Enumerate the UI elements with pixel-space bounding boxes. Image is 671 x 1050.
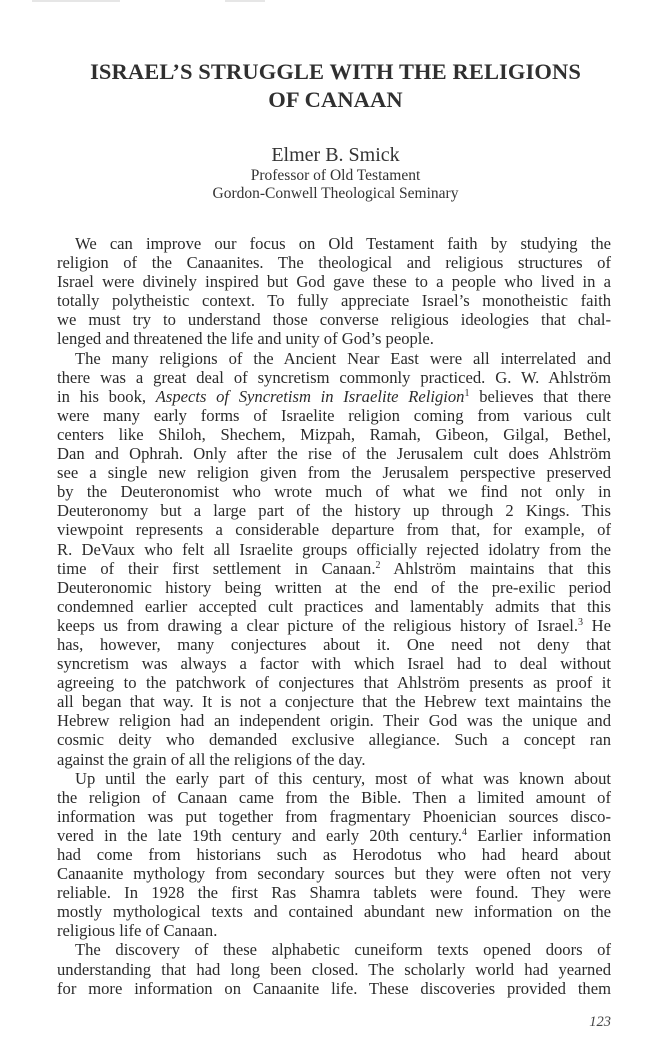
text-line: against the grain of all the religions of the day. bbox=[57, 749, 366, 769]
text-line: Hebrew religion had an independent origin. Their God was the unique and bbox=[57, 711, 611, 731]
title-line-2: OF CANAAN bbox=[268, 87, 403, 112]
book-title: Aspects of Syncretism in Israelite Religion bbox=[155, 386, 465, 406]
text-line: by the Deuteronomist who wrote much of what we find not only in bbox=[57, 482, 611, 502]
author-name: Elmer B. Smick bbox=[271, 144, 400, 166]
text-line: all began that way. It is not a conjecture that the Hebrew text maintains the bbox=[57, 692, 611, 712]
text-line: there was a great deal of syncretism commonly practiced. G. W. Ahlström bbox=[57, 367, 611, 387]
text-line: see a single new religion given from the Jerusalem perspective preserved bbox=[57, 463, 611, 483]
text-run: in his book, bbox=[57, 386, 156, 406]
text-line: cosmic deity who demanded exclusive allegiance. Such a concept ran bbox=[57, 730, 611, 750]
text-line bbox=[57, 559, 611, 578]
paragraph bbox=[57, 349, 611, 769]
text-line: The many religions of the Ancient Near East were all interrelated and bbox=[75, 348, 611, 368]
text-line: condemned earlier accepted cult practices and lamentably admits that this bbox=[57, 596, 611, 616]
text-run: time of their first settlement in Canaan. bbox=[57, 558, 376, 578]
text-line: We can improve our focus on Old Testament faith by studying the bbox=[75, 234, 611, 253]
text-line: were many early forms of Israelite religion coming from various cult bbox=[57, 405, 611, 425]
affiliation-position: Professor of Old Testament bbox=[250, 167, 421, 184]
scan-artifact bbox=[225, 0, 265, 2]
text-line: we must try to understand those converse religious ideologies that chal- bbox=[57, 310, 611, 330]
text-line: religious life of Canaan. bbox=[57, 921, 218, 941]
text-line: the religion of Canaan came from the Bible. Then a limited amount of bbox=[57, 787, 611, 807]
text-line: syncretism was always a factor with which Israel had to deal without bbox=[57, 654, 611, 674]
text-run: vered in the late 19th century and early 20th century. bbox=[57, 825, 462, 845]
text-line: lenged and threatened the life and unity of God’s people. bbox=[57, 329, 434, 349]
text-line: The discovery of these alphabetic cuneiform texts opened doors of bbox=[75, 940, 611, 960]
paragraph bbox=[57, 940, 611, 997]
text-run: He bbox=[583, 615, 611, 635]
text-line: totally polytheistic context. To fully appreciate Israel’s monotheistic faith bbox=[57, 291, 611, 311]
text-line bbox=[57, 387, 611, 406]
paragraph bbox=[57, 234, 611, 349]
text-line: for more information on Canaanite life. These discoveries provided them bbox=[57, 978, 611, 998]
text-line: understanding that had long been closed. The scholarly world had yearned bbox=[57, 959, 611, 979]
text-line: agreeing to the patchwork of conjectures that Ahlström presents as proof it bbox=[57, 673, 611, 693]
article-title bbox=[40, 58, 631, 114]
text-line: mostly mythological texts and contained abundant new information on the bbox=[57, 902, 611, 922]
footnote-marker[interactable]: 2 bbox=[375, 559, 381, 571]
text-line: Deuteronomic history being written at the end of the pre-exilic period bbox=[57, 577, 611, 597]
text-line: Dan and Ophrah. Only after the rise of the Jerusalem cult does Ahlström bbox=[57, 444, 611, 464]
affiliation-institution: Gordon-Conwell Theological Seminary bbox=[212, 185, 459, 202]
footnote-marker[interactable]: 4 bbox=[462, 826, 467, 838]
text-run: believes that there bbox=[469, 386, 612, 406]
page-number: 123 bbox=[589, 1014, 611, 1030]
text-line: has, however, many conjectures about it. One need not deny that bbox=[57, 634, 611, 654]
text-line: Canaanite mythology from secondary sources but they were often not very bbox=[57, 864, 611, 884]
text-line: Up until the early part of this century, most of what was known about bbox=[75, 768, 611, 788]
footnote-marker[interactable]: 3 bbox=[578, 616, 584, 628]
author-affiliation bbox=[0, 167, 671, 203]
text-line: centers like Shiloh, Shechem, Mizpah, Ramah, Gibeon, Gilgal, Bethel, bbox=[57, 424, 611, 444]
paragraph bbox=[57, 769, 611, 941]
text-line: had come from historians such as Herodotus who had heard about bbox=[57, 845, 611, 864]
text-run: Ahlström maintains that this bbox=[380, 558, 611, 578]
text-line: Israel were divinely inspired but God gave these to a people who lived in a bbox=[57, 272, 611, 292]
text-line: Deuteronomy but a large part of the history up through 2 Kings. This bbox=[57, 501, 611, 521]
text-run: Earlier information bbox=[467, 825, 611, 845]
text-line bbox=[57, 826, 611, 845]
text-line: religion of the Canaanites. The theological and religious structures of bbox=[57, 253, 611, 273]
text-line: viewpoint represents a considerable departure from that, for example, of bbox=[57, 520, 611, 540]
text-line: information was put together from fragmentary Phoenician sources disco- bbox=[57, 806, 611, 826]
article-body bbox=[57, 234, 611, 998]
text-line: R. DeVaux who felt all Israelite groups officially rejected idolatry from the bbox=[57, 539, 611, 559]
text-run: keeps us from drawing a clear picture of the religious history of Israel. bbox=[57, 615, 579, 635]
text-line bbox=[57, 616, 611, 635]
title-line-1: ISRAEL’S STRUGGLE WITH THE RELIGIONS bbox=[90, 59, 581, 84]
text-line: reliable. In 1928 the first Ras Shamra tablets were found. They were bbox=[57, 883, 611, 903]
scan-artifact bbox=[32, 0, 120, 2]
footnote-marker[interactable]: 1 bbox=[464, 387, 470, 399]
